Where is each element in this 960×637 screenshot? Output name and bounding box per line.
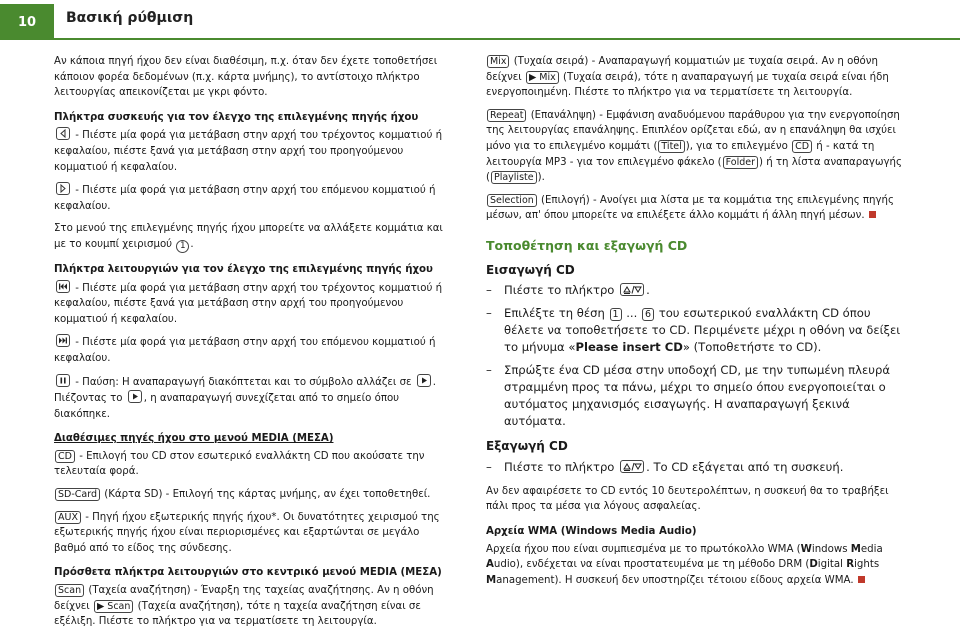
scan-active-key: ▶ Scan xyxy=(94,600,133,613)
left-column xyxy=(54,54,454,637)
mix-key: Mix xyxy=(487,55,509,68)
repeat-paragraph: Repeat (Επανάληψη) - Εμφάνιση αναδυόμενου παράθυρου για την ενεργοποίηση της λειτουργίας επανάληψης. Επιπλέον ορίζεται εδώ, αν η επανάληψη θα ισχύει μόνο για το επιλεγμένο κομμάτι ( Titel ), για το επιλεγμένο CD ή - κατά τη λειτουργία MP3 - για τον επιλεγμένο φάκελο ( Folder ) ή τη λίστα αναπαραγωγής ( Playliste ). xyxy=(486,109,902,184)
mix-active-key: ▶ Mix xyxy=(526,71,559,84)
play-icon xyxy=(128,390,142,403)
insert-step-1: – Πιέστε το πλήκτρο . xyxy=(486,283,650,298)
menu-knob-paragraph: Στο μενού της επιλεγμένης πηγής ήχου μπορείτε να αλλάξετε κομμάτια και με το κουμπί χειρισμού 1 . xyxy=(54,223,443,251)
pause-icon xyxy=(56,374,70,387)
right-column xyxy=(486,54,906,595)
previous-key-icon xyxy=(56,127,70,140)
eject-cd-heading: Εξαγωγή CD xyxy=(486,439,568,454)
skip-back-paragraph: - Πιέστε μία φορά για μετάβαση στην αρχή του τρέχοντος κομματιού ή κεφαλαίου, πιέστε ξανά για μετάβαση στην αρχή του προηγούμενου κομματιού ή κεφαλαίου. xyxy=(54,280,454,328)
slot-6-key: 6 xyxy=(642,308,654,321)
next-key-paragraph: - Πιέστε μία φορά για μετάβαση στην αρχή του επόμενου κομματιού ή κεφαλαίου. xyxy=(54,182,454,214)
repeat-key: Repeat xyxy=(487,109,526,122)
skip-forward-paragraph: - Πιέστε μία φορά για μετάβαση στην αρχή του επόμενου κομματιού ή κεφαλαίου. xyxy=(54,334,454,366)
eject-note: Αν δεν αφαιρέσετε το CD εντός 10 δευτερολέπτων, η συσκευή θα το τραβήξει πάλι προς τα μέσα για λόγους ασφαλείας. xyxy=(486,485,889,513)
insert-step-3: – Σπρώξτε ένα CD μέσα στην υποδοχή CD, με την τυπωμένη πλευρά στραμμένη προς τα πάνω, μέχρι το σημείο όπου ενεργοποιείται ο αυτόματος μηχανισμός εισαγωγής. Η αναπαραγωγή ξεκινά αυτόματα. xyxy=(486,363,890,429)
sd-card-key: SD-Card xyxy=(55,488,100,501)
section-end-marker xyxy=(869,211,876,218)
insert-eject-heading: Τοποθέτηση και εξαγωγή CD xyxy=(486,237,688,253)
skip-forward-icon xyxy=(56,334,70,347)
intro-paragraph: Αν κάποια πηγή ήχου δεν είναι διαθέσιμη, π.χ. όταν δεν έχετε τοποθετήσει κάποιον φορέα δεδομένων (π.χ. κάρτα μνήμης), το αντίστοιχο πλήκτρο λειτουργίας απεικονίζεται με γκρι φόντο. xyxy=(54,56,438,99)
aux-source-paragraph: AUX - Πηγή ήχου εξωτερικής πηγής ήχου*. Οι δυνατότητες χειρισμού της εξωτερικής πηγής ήχου είναι περιορισμένες και εξαρτώνται σε μεγάλο βαθμό από το είδος της σύνδεσης. xyxy=(54,511,440,554)
insert-step-2: – Επιλέξτε τη θέση 1 ... 6 του εσωτερικού εναλλάκτη CD όπου θέλετε να τοποθετήσετε το CD. Περιμένετε μέχρι η οθόνη να δείξει το μήνυμα «Please insert CD» (Τοποθετήστε το CD). xyxy=(486,306,901,355)
section-end-marker xyxy=(858,576,865,583)
eject-step-1: – Πιέστε το πλήκτρο . Το CD εξάγεται από τη συσκευή. xyxy=(486,459,844,474)
cd-source-paragraph: CD - Επιλογή του CD στον εσωτερικό εναλλάκτη CD που ακούσατε την τελευταία φορά. xyxy=(54,450,425,478)
mix-paragraph: Mix (Τυχαία σειρά) - Αναπαραγωγή κομματιών με τυχαία σειρά. Αν η οθόνη δείχνει ▶ Mix (Τυχαία σειρά), τότε η αναπαραγωγή με τυχαία σειρά είναι ήδη ενεργοποιημένη. Πιέστε το πλήκτρο για να τερματίσετε τη λειτουργία. xyxy=(486,56,889,99)
titel-key: Titel xyxy=(658,140,684,153)
wma-paragraph: Αρχεία ήχου που είναι συμπιεσμένα με το πρωτόκολλο WMA (Windows Media Audio), ενδέχεται να είναι προστατευμένα με τη μέθοδο DRM (Digital Rights Management). Η συσκευή δεν υποστηρίζει τέτοιου είδους αρχεία WMA. xyxy=(486,543,883,586)
device-keys-heading: Πλήκτρα συσκευής για τον έλεγχο της επιλεγμένης πηγής ήχου xyxy=(54,111,419,123)
chapter-title: Βασική ρύθμιση xyxy=(66,10,194,26)
sources-heading: Διαθέσιμες πηγές ήχου στο μενού MEDIA (ΜΕΣΑ) xyxy=(54,433,334,445)
skip-back-icon xyxy=(56,280,70,293)
play-icon xyxy=(417,374,431,387)
control-knob-marker: 1 xyxy=(176,240,189,253)
insert-cd-heading: Εισαγωγή CD xyxy=(486,262,575,277)
cd-key: CD xyxy=(55,450,75,463)
sd-source-paragraph: SD-Card (Κάρτα SD) - Επιλογή της κάρτας μνήμης, αν έχει τοποθετηθεί. xyxy=(54,487,454,503)
page-header xyxy=(0,0,960,40)
folder-key: Folder xyxy=(723,156,758,169)
prev-key-paragraph: - Πιέστε μία φορά για μετάβαση στην αρχή του τρέχοντος κομματιού ή κεφαλαίου, πιέστε ξανά για μετάβαση στην αρχή του προηγούμενου κομματιού ή κεφαλαίου. xyxy=(54,127,454,175)
central-menu-heading: Πρόσθετα πλήκτρα λειτουργιών στο κεντρικό μενού MEDIA (ΜΕΣΑ) xyxy=(54,567,442,579)
scan-paragraph: Scan (Ταχεία αναζήτηση) - Έναρξη της ταχείας αναζήτησης. Αν η οθόνη δείχνει ▶ Scan (Ταχεία αναζήτηση), τότε η ταχεία αναζήτηση είναι σε εξέλιξη. Πιέστε το πλήκτρο για να τερματίσετε τη λειτουργία. xyxy=(54,585,434,628)
next-key-icon xyxy=(56,182,70,195)
function-keys-heading: Πλήκτρα λειτουργιών για τον έλεγχο της επιλεγμένης πηγής ήχου xyxy=(54,263,433,275)
wma-heading: Αρχεία WMA (Windows Media Audio) xyxy=(486,525,697,537)
load-eject-key-icon xyxy=(620,283,644,296)
selection-key: Selection xyxy=(487,194,537,207)
cd-key: CD xyxy=(792,140,812,153)
scan-key: Scan xyxy=(55,584,84,597)
selection-paragraph: Selection (Επιλογή) - Ανοίγει μια λίστα με τα κομμάτια της επιλεγμένης πηγής μέσων, απ' όπου μπορείτε να επιλέξετε άλλο κομμάτι ή άλλη πηγή μέσων. xyxy=(486,194,894,222)
pause-paragraph: - Παύση: Η αναπαραγωγή διακόπτεται και το σύμβολο αλλάζει σε . Πιέζοντας το , η αναπαραγωγή συνεχίζεται από το σημείο όπου διακόπηκε. xyxy=(54,374,454,423)
aux-key: AUX xyxy=(55,511,81,524)
header-rule xyxy=(54,38,960,40)
slot-1-key: 1 xyxy=(610,308,622,321)
page-number: 10 xyxy=(0,4,54,40)
load-eject-key-icon xyxy=(620,460,644,473)
playliste-key: Playliste xyxy=(491,171,537,184)
